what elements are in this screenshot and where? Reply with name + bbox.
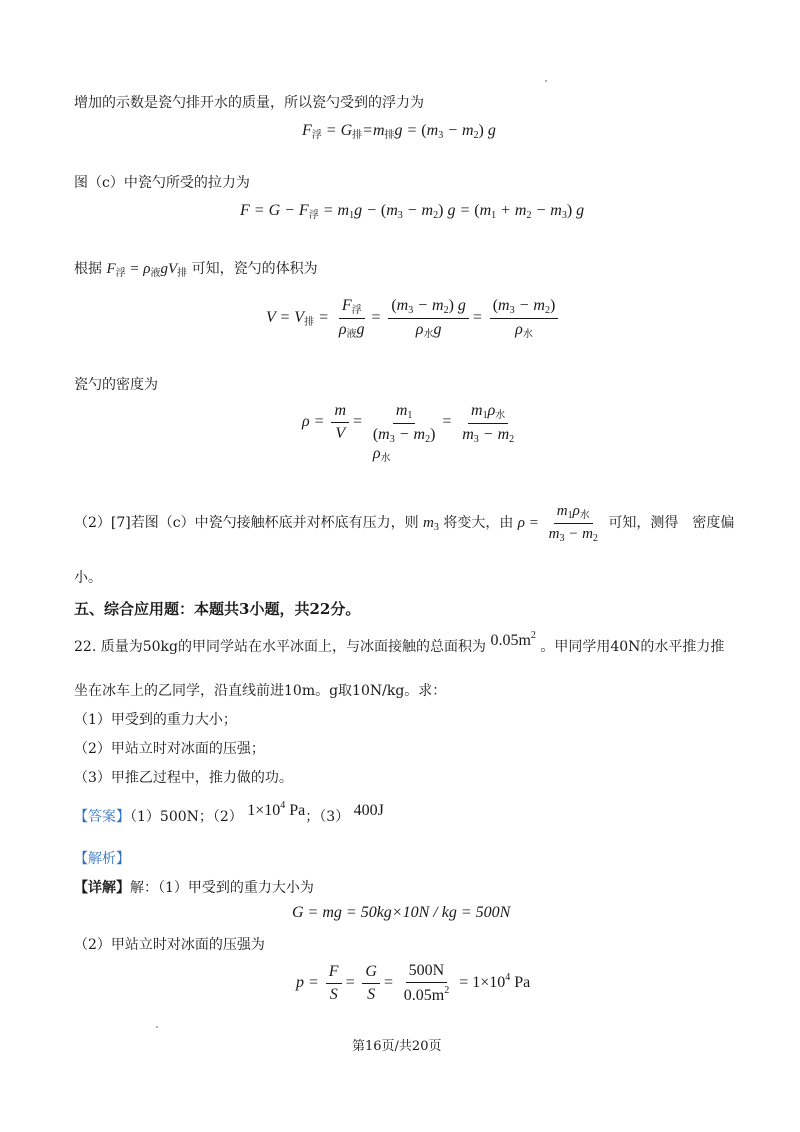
paragraph-buoyancy-intro: 增加的示数是瓷勺排开水的质量，所以瓷勺受到的浮力为 bbox=[74, 95, 424, 111]
equation-pressure: p = $\frac{F}{S}$ = $\frac{G}{S}$ = $\frac{500N}{0.05m^2}$ = $1\times 10^4$ Pa bbox=[296, 962, 531, 1004]
q22-area: $0.05m^2$ bbox=[490, 630, 536, 649]
paragraph-error-analysis bbox=[74, 503, 734, 544]
answer-work: 400J bbox=[353, 802, 384, 819]
text-volume-conclusion: 可知，瓷勺的体积为 bbox=[191, 261, 318, 277]
detail-pressure-intro: （2）甲站立时对冰面的压强为 bbox=[74, 937, 265, 953]
equation-gravity: G = mg = 50kg×10N / kg = 500N bbox=[292, 904, 511, 921]
question-22-item-1: （1）甲受到的重力大小； bbox=[74, 712, 237, 728]
paragraph-density-intro: 瓷勺的密度为 bbox=[74, 377, 158, 393]
detail-tag: 【详解】 bbox=[74, 880, 130, 896]
answer-line bbox=[74, 800, 384, 826]
answer-part-1: （1）500N；（2） bbox=[130, 809, 243, 825]
inline-m3: $m_3$ bbox=[423, 514, 439, 533]
detail-text: 解：（1）甲受到的重力大小为 bbox=[130, 880, 314, 896]
analysis-tag: 【解析】 bbox=[74, 851, 130, 867]
equation-tension: $F = G - F_浮 = m_1g - (m_3 - m_2) g = (m_1 + m_2 - m_3)$ g bbox=[240, 202, 585, 221]
page-dot-mark bbox=[545, 80, 547, 82]
answer-pressure: $1\times 10^4$ Pa bbox=[247, 800, 306, 819]
page-footer: 第16页/共20页 bbox=[352, 1039, 442, 1054]
text-error-mid: 将变大，由 bbox=[443, 514, 514, 531]
question-22-item-2: （2）甲站立时对冰面的压强； bbox=[74, 741, 265, 757]
page-dot-mark-lower bbox=[156, 1026, 158, 1028]
answer-part-3: ；（3） bbox=[305, 809, 350, 825]
paragraph-tension-intro: 图（c）中瓷勺所受的拉力为 bbox=[74, 175, 250, 191]
q22-text-post: 。甲同学用40N的水平推力推 bbox=[540, 639, 725, 655]
text-according: 根据 bbox=[74, 261, 102, 277]
inline-equation-archimedes: $F_浮 = \rho_液gV_排$ bbox=[106, 261, 188, 279]
answer-tag: 【答案】 bbox=[74, 809, 130, 825]
text-error-post: 可知，测得 密度偏 bbox=[608, 514, 735, 531]
text-error-pre: （2）[7]若图（c）中瓷勺接触杯底并对杯底有压力，则 bbox=[74, 514, 419, 531]
q22-text-pre: 22. 质量为50kg的甲同学站在水平冰面上，与冰面接触的总面积为 bbox=[74, 639, 486, 655]
inline-equation-density: ρ = $\frac{m_1\rho_水}{m_3 - m_2}$ bbox=[517, 503, 598, 544]
question-22-item-3: （3）甲推乙过程中，推力做的功。 bbox=[74, 770, 293, 786]
equation-density: ρ = $\frac{m}{V}$ = $m_1$ $(m_3 - m_2)$ $\rho_水$ = $\frac{m_1\rho_水}{m_3 - m_2}$ bbox=[302, 402, 515, 464]
section-title: 五、综合应用题：本题共3小题，共22分。 bbox=[74, 600, 361, 618]
equation-buoyancy: $F_浮 = G_排=m_排g = (m_3 - m_2)$ g bbox=[302, 122, 496, 141]
question-22-stem bbox=[74, 630, 725, 656]
detail-line bbox=[74, 877, 314, 897]
paragraph-volume-intro bbox=[74, 258, 318, 279]
question-22-stem-continued: 坐在冰车上的乙同学，沿直线前进10m。g取10N/kg。求： bbox=[74, 683, 447, 699]
paragraph-error-continued: 小。 bbox=[74, 570, 102, 586]
equation-volume: $V = V_排$ = $\frac{F_浮}{\rho_液g}$ = $\frac{(m_3 - m_2) g}{\rho_水g}$ = $\frac{(m_3 - m_2)}{\rho_水}$ bbox=[266, 297, 561, 340]
